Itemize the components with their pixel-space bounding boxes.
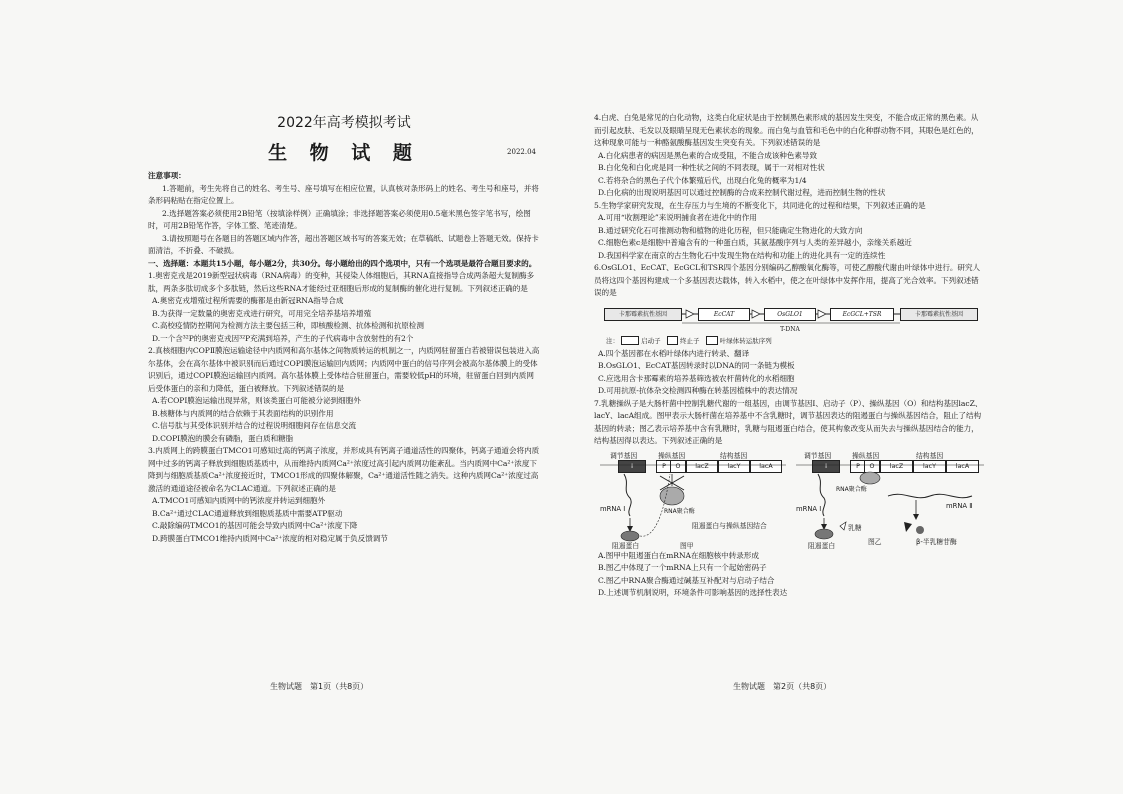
t-dna-label: T-DNA [780, 325, 800, 333]
figure-a [600, 450, 786, 548]
option: B.通过研究化石可推测动物和植物的进化历程，但只能确定生物进化的大致方向 [598, 225, 863, 235]
signal-legend-icon [706, 336, 718, 345]
fig-a-gene-i: I [618, 460, 646, 473]
option: B.图乙中体现了一个mRNA上只有一个起始密码子 [598, 563, 767, 572]
subject-title: 生 物 试 题 [268, 142, 420, 164]
fig-b-caption: 图乙 [868, 537, 882, 546]
question-stem: 1.奥密克戎是2019新型冠状病毒（RNA病毒）的变种，其侵染人体细胞后，其RNA直接指导合成两条超大复制酶多肽，两条多肽切成多个多肽链，然后这些RNA才能经过亚细胞后形成的复制酶的催化进行复制。下列叙述正确的是 [148, 271, 535, 293]
option: D.跨膜蛋白TMCO1维持内质网中Ca²⁺浓度的相对稳定属于负反馈调节 [152, 533, 388, 543]
t-dna-diagram [604, 304, 976, 326]
fig-a-caption: 图甲 [680, 541, 694, 550]
figure-b [796, 450, 984, 548]
question-stem: 6.OsGLO1、EcCAT、EcGCL和TSR四个基因分别编码乙醇酸氧化酶等，可使乙醇酸代谢由叶绿体中进行。研究人员将这四个基因构建成一个多基因表达载体，转入水稻中，使之在叶绿体中发挥作用，提高了光合效率。下列叙述错误的是 [594, 263, 981, 297]
fig-b-lacz: lacZ [880, 460, 913, 473]
option: A.白化病患者的病因是黑色素的合成受阻，不能合成该种色素导致 [598, 150, 818, 160]
option: B.Ca²⁺通过CLAC通道释放到细胞质基质中需要ATP驱动 [152, 508, 343, 518]
gene-box: 卡那霉素抗性基因 [604, 308, 682, 321]
promoter-legend-icon [621, 336, 639, 345]
fig-a-laca: lacA [750, 460, 782, 473]
option: A.若COPⅠ膜泡运输出现异常，则该类蛋白可能被分泌到细胞外 [152, 396, 361, 405]
gene-box: 卡那霉素抗性基因 [900, 308, 978, 321]
fig-b-laca: lacA [946, 460, 979, 473]
fig-b-promoter: P [850, 460, 866, 473]
option: D.上述调节机制说明，环境条件可影响基因的选择性表达 [598, 588, 788, 597]
gene-box: EcGCL+TSR [830, 308, 894, 321]
option: A.可用“收割理论”来说明捕食者在进化中的作用 [598, 213, 757, 222]
exam-title: 2022年高考模拟考试 [277, 115, 411, 131]
question-3 [148, 445, 540, 545]
fig-b-lactose-label: 乳糖 [848, 523, 862, 532]
fig-a-promoter: P [656, 460, 672, 473]
question-stem: 5.生物学家研究发现，在生存压力与生境的不断变化下，共同进化的过程和结果，下列叙述正确的是 [594, 200, 926, 210]
page-footer: 生物试题 第1页（共8页） [270, 682, 369, 691]
option: B.白化兔和白化虎是同一种性状之间的不同表现，属于一对相对性状 [598, 163, 825, 172]
left-page [0, 0, 561, 794]
question-6 [594, 262, 984, 398]
notes-item: 3.请按照题号在各题目的答题区域内作答，超出答题区域书写的答案无效；在草稿纸、试题卷上答题无效。保持卡面清洁，不折叠、不破损。 [148, 233, 539, 255]
fig-a-rna-pol-label: RNA聚合酶 [664, 507, 695, 515]
fig-a-drawing [600, 450, 786, 548]
option: C.图乙中RNA聚合酶通过碱基互补配对与启动子结合 [598, 575, 775, 585]
operon-figures [594, 450, 984, 548]
fig-b-mrna1-label: mRNA Ⅰ [796, 504, 822, 513]
fig-a-lacz: lacZ [686, 460, 718, 473]
gene-box: EcCAT [698, 308, 750, 321]
t-dna-line [604, 304, 976, 326]
gene-box: OsGLO1 [764, 308, 816, 321]
option: C.应选用含卡那霉素的培养基筛选被农杆菌转化的水稻细胞 [598, 373, 795, 383]
fig-b-lacy: lacY [913, 460, 946, 473]
option: A.TMCO1可感知内质网中的钙浓度并转运到细胞外 [152, 496, 326, 505]
fig-b-drawing [796, 450, 984, 548]
section-heading: 一、选择题：本题共15小题，每小题2分，共30分。每小题给出的四个选项中，只有一个选项是最符合题目要求的。 [148, 258, 537, 268]
legend-promoter: 启动子 [641, 336, 661, 345]
fig-b-mrna2-label: mRNA Ⅱ [946, 501, 973, 510]
option: C.细胞色素c是细胞中普遍含有的一种蛋白质，其氨基酸序列与人类的差异越小，亲缘关系越近 [598, 238, 912, 247]
fig-b-rna-pol-label: RNA聚合酶 [836, 485, 867, 493]
question-stem: 4.白虎、白兔是常见的白化动物，这类白化症状是由于控制黑色素形成的基因发生突变，不能合成正常的黑色素。从而引起皮肤、毛发以及眼睛呈现无色素状态的现象。而白兔与血管和毛色中的白化种群动物不同，其眼色是红色的，这种现象可能与一种酪氨酸酶基因发生突变有关。下列叙述错误的是 [594, 113, 979, 147]
fig-a-repressor-label: 阻遏蛋白 [612, 541, 640, 550]
fig-b-structural-label: 结构基因 [916, 451, 944, 460]
question-2 [148, 345, 540, 445]
fig-a-structural-label: 结构基因 [720, 451, 748, 460]
option: D.一个含³²P的奥密克戎因³²P充满到培养，产生的子代病毒中含放射性的有2个 [152, 333, 414, 343]
exam-header [148, 112, 540, 170]
question-7 [594, 398, 984, 600]
question-5 [594, 200, 984, 263]
option: C.信号肽与其受体识别并结合的过程说明细胞间存在信息交流 [152, 421, 356, 430]
question-4 [594, 112, 984, 200]
fig-a-operator-label: 操纵基因 [658, 451, 686, 460]
option: C.若将杂合的黑色子代个体繁殖后代，出现白化兔的概率为1/4 [598, 175, 807, 185]
fig-b-operator: O [864, 460, 880, 473]
notes-item: 1.答题前，考生先将自己的姓名、考生号、座号填写在相应位置，认真核对条形码上的姓名、考生号和座号，并将条形码粘贴在指定位置上。 [148, 183, 539, 205]
page-footer: 生物试题 第2页（共8页） [733, 682, 832, 691]
fig-a-lacy: lacY [718, 460, 750, 473]
right-column [594, 112, 984, 600]
diagram-legend [606, 336, 984, 346]
fig-a-regulator-label: 调节基因 [610, 451, 638, 460]
option: A.图甲中阻遏蛋白在mRNA在细胞核中转录形成 [598, 550, 759, 560]
option: C.敲除编码TMCO1的基因可能会导致内质网中Ca²⁺浓度下降 [152, 521, 358, 530]
legend-terminator: 终止子 [679, 336, 700, 345]
fig-a-mrna-label: mRNA Ⅰ [600, 504, 626, 513]
legend-signal: 叶绿体转运肽序列 [719, 336, 772, 345]
fig-a-operator: O [670, 460, 686, 473]
question-stem: 2.真核细胞内COPⅡ膜泡运输途径中内质网和高尔基体之间物质转运的机制之一，内质网驻留蛋白若被错误包装进入高尔基体，会在高尔基体中被识别而后通过COPⅠ膜泡运输回内质网；内质网中蛋白的信号序列会被高尔基体膜上的受体识别后，通过COPⅠ膜泡运输回内质网。高尔基体膜上受体结合驻留蛋白，需要较低pH的环境，驻留蛋白回到内质网后受体蛋白的亲和力降低，蛋白被释放。下列叙述错误的是 [148, 346, 540, 393]
option: C.高校疫情防控期间为检测方法主要包括三种，即核酸检测、抗体检测和抗原检测 [152, 321, 424, 330]
fig-b-gene-i: I [812, 460, 840, 473]
fig-b-regulator-label: 调节基因 [804, 451, 832, 460]
fig-b-operator-label: 操纵基因 [852, 451, 880, 460]
option: A.奥密克戎增殖过程所需要的酶都是由新冠RNA指导合成 [152, 296, 344, 305]
option: D.我国科学家在南京的古生物化石中发现生物在结构和功能上的进化具有一定的连续性 [598, 250, 886, 260]
exam-date: 2022.04 [507, 148, 536, 156]
option: D.白化病的出现说明基因可以通过控制酶的合成来控制代谢过程，进而控制生物的性状 [598, 188, 886, 197]
option: B.核糖体与内质网的结合依赖于其表面结构的识别作用 [152, 408, 334, 418]
question-stem: 7.乳糖操纵子是大肠杆菌中控制乳糖代谢的一组基因，由调节基因I、启动子（P）、操纵基因（O）和结构基因lacZ、lacY、lacA组成。图甲表示大肠杆菌在培养基中不含乳糖时，调节基因表达的阻遏蛋白与操纵基因结合，阻止了结构基因的转录；图乙表示培养基中含有乳糖时，乳糖与阻遏蛋白结合，使其构象改变从而失去与操纵基因结合的能力，结构基因得以表达。下列叙述正确的是 [594, 398, 983, 445]
fig-a-repressor-bind-label: 阻遏蛋白与操纵基因结合 [692, 521, 767, 530]
fig-b-galactosidase-label: β-半乳糖苷酶 [916, 537, 957, 546]
option: B.为获得一定数量的奥密克戎进行研究，可用完全培养基培养增殖 [152, 308, 372, 318]
notes-item: 2.选择题答案必须使用2B铅笔（按填涂样例）正确填涂；非选择题答案必须使用0.5毫米黑色签字笔书写，绘图时，可用2B铅笔作答，字体工整、笔迹清楚。 [148, 208, 531, 230]
option: B.OsGLO1、EcCAT基因转录时以DNA的同一条链为模板 [598, 361, 795, 370]
notes-heading: 注意事项： [148, 171, 186, 180]
option: A.四个基因都在水稻叶绿体内进行转录、翻译 [598, 348, 750, 358]
legend-label: 注： [606, 336, 619, 345]
left-column [148, 112, 540, 545]
option: D.可用抗原-抗体杂交检测四种酶在转基因植株中的表达情况 [598, 386, 798, 395]
question-stem: 3.内质网上的跨膜蛋白TMCO1可感知过高的钙离子浓度，并形成具有钙离子通道活性的四聚体，钙离子通道会将内质网中过多的钙离子释放到细胞质基质中，从而维持内质网Ca²⁺浓度过高引起内质网功能紊乱。当内质网中Ca²⁺浓度下降到与细胞质基质Ca²⁺浓度接近时，TMCO1形成的四聚体解聚，Ca²⁺通道活性随之消失。这种内质网Ca²⁺浓度过高激活的通道途径被命名为CLAC通道。下列叙述正确的是 [148, 446, 540, 493]
terminator-legend-icon [667, 336, 678, 345]
option: D.COPⅠ膜泡的膜会有磷脂，蛋白质和糖脂 [152, 433, 294, 443]
fig-b-repressor-label: 阻遏蛋白 [808, 541, 836, 550]
question-1 [148, 270, 540, 345]
